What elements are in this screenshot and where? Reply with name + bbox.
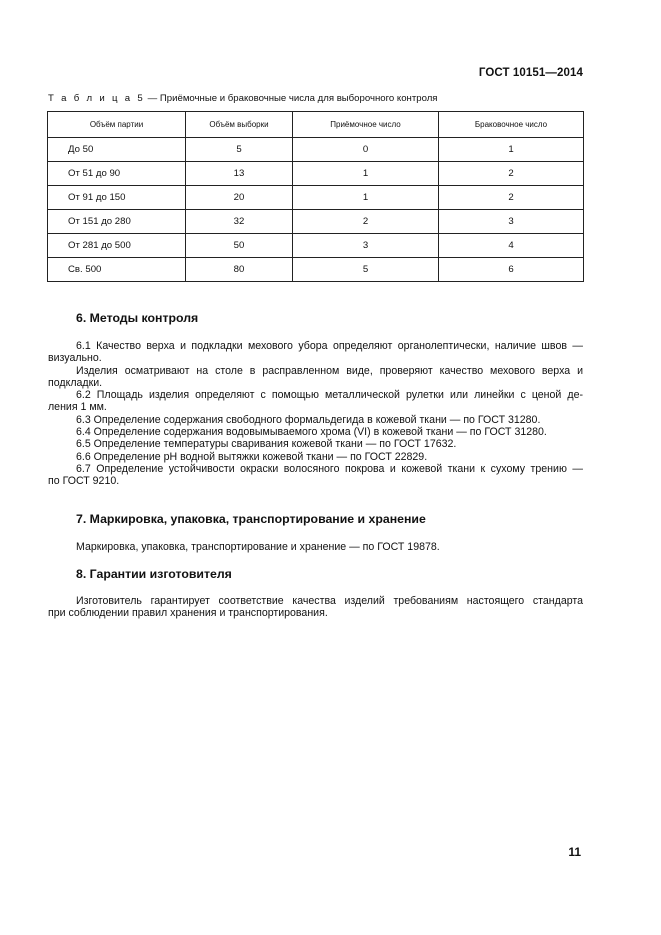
table-caption	[48, 93, 438, 104]
section-8-body	[48, 595, 583, 620]
paragraph-6-7-line: по ГОСТ 9210.	[48, 475, 120, 488]
paragraph-6-6: 6.6 Определение pH водной вытяжки кожевой ткани — по ГОСТ 22829.	[76, 450, 428, 463]
table-cell: 1	[439, 138, 584, 162]
table-cell: 4	[439, 234, 584, 258]
table-cell: 3	[439, 210, 584, 234]
table-row	[48, 234, 584, 258]
column-header: Браковочное число	[439, 112, 584, 138]
paragraph-6-2-line: ления 1 мм.	[48, 401, 107, 414]
column-header: Приёмочное число	[293, 112, 439, 138]
paragraph-6-1b-line: подкладки.	[48, 376, 103, 389]
paragraph-6-3: 6.3 Определение содержания свободного формальдегида в кожевой ткани — по ГОСТ 31280.	[76, 413, 541, 426]
table-cell: 1	[293, 186, 439, 210]
table-cell: От 151 до 280	[48, 210, 186, 234]
table-cell: Св. 500	[48, 258, 186, 282]
table-cell: 2	[439, 186, 584, 210]
table-cell: 2	[293, 210, 439, 234]
paragraph-8-line: Изготовитель гарантирует соответствие качества изделий требованиям настоящего стандарта	[76, 595, 583, 607]
paragraph-6-1-line: визуально.	[48, 352, 102, 365]
table-cell: 5	[186, 138, 293, 162]
paragraph-8-line: при соблюдении правил хранения и транспортирования.	[48, 607, 328, 620]
table-caption-prefix: Т а б л и ц а 5	[48, 93, 145, 104]
table-cell: От 51 до 90	[48, 162, 186, 186]
table-cell: От 281 до 500	[48, 234, 186, 258]
table-cell: 50	[186, 234, 293, 258]
table-cell: 5	[293, 258, 439, 282]
paragraph-7: Маркировка, упаковка, транспортирование и хранение — по ГОСТ 19878.	[76, 541, 440, 553]
table-cell: 80	[186, 258, 293, 282]
table-cell: 6	[439, 258, 584, 282]
table-cell: От 91 до 150	[48, 186, 186, 210]
table-cell: 2	[439, 162, 584, 186]
paragraph-6-1b-line: Изделия осматривают на столе в расправленном виде, проверяют качество мехового верха и	[76, 364, 583, 377]
column-header: Объём партии	[48, 112, 186, 138]
section-6-body	[48, 340, 583, 488]
acceptance-table	[47, 111, 584, 282]
table-row	[48, 186, 584, 210]
section-7-title: 7. Маркировка, упаковка, транспортирование и хранение	[76, 512, 426, 526]
table-cell: 0	[293, 138, 439, 162]
table-cell: 20	[186, 186, 293, 210]
table-cell: До 50	[48, 138, 186, 162]
document-header: ГОСТ 10151—2014	[478, 67, 583, 79]
paragraph-6-4: 6.4 Определение содержания водовымываемого хрома (VI) в кожевой ткани — по ГОСТ 31280.	[76, 426, 547, 439]
paragraph-6-1-line: 6.1 Качество верха и подкладки мехового убора определяют органолептически, наличие швов —	[76, 340, 583, 352]
paragraph-6-5: 6.5 Определение температуры сваривания кожевой ткани — по ГОСТ 17632.	[76, 438, 457, 451]
table-row	[48, 258, 584, 282]
paragraph-6-7-line: 6.7 Определение устойчивости окраски волосяного покрова и кожевой ткани к сухому трению —	[76, 462, 583, 475]
paragraph-6-2-line: 6.2 Площадь изделия определяют с помощью металлической рулетки или линейки с ценой де-	[76, 389, 583, 402]
table-row	[48, 210, 584, 234]
table-cell: 13	[186, 162, 293, 186]
table-cell: 3	[293, 234, 439, 258]
table-row	[48, 138, 584, 162]
section-6-title: 6. Методы контроля	[76, 311, 199, 325]
section-7-body	[48, 541, 583, 553]
table-cell: 1	[293, 162, 439, 186]
section-8-title: 8. Гарантии изготовителя	[76, 567, 232, 581]
table-caption-text: — Приёмочные и браковочные числа для выборочного контроля	[144, 93, 438, 104]
table-cell: 32	[186, 210, 293, 234]
page-number: 11	[568, 845, 581, 859]
table-row	[48, 162, 584, 186]
table-header-row	[48, 112, 584, 138]
column-header: Объём выборки	[186, 112, 293, 138]
